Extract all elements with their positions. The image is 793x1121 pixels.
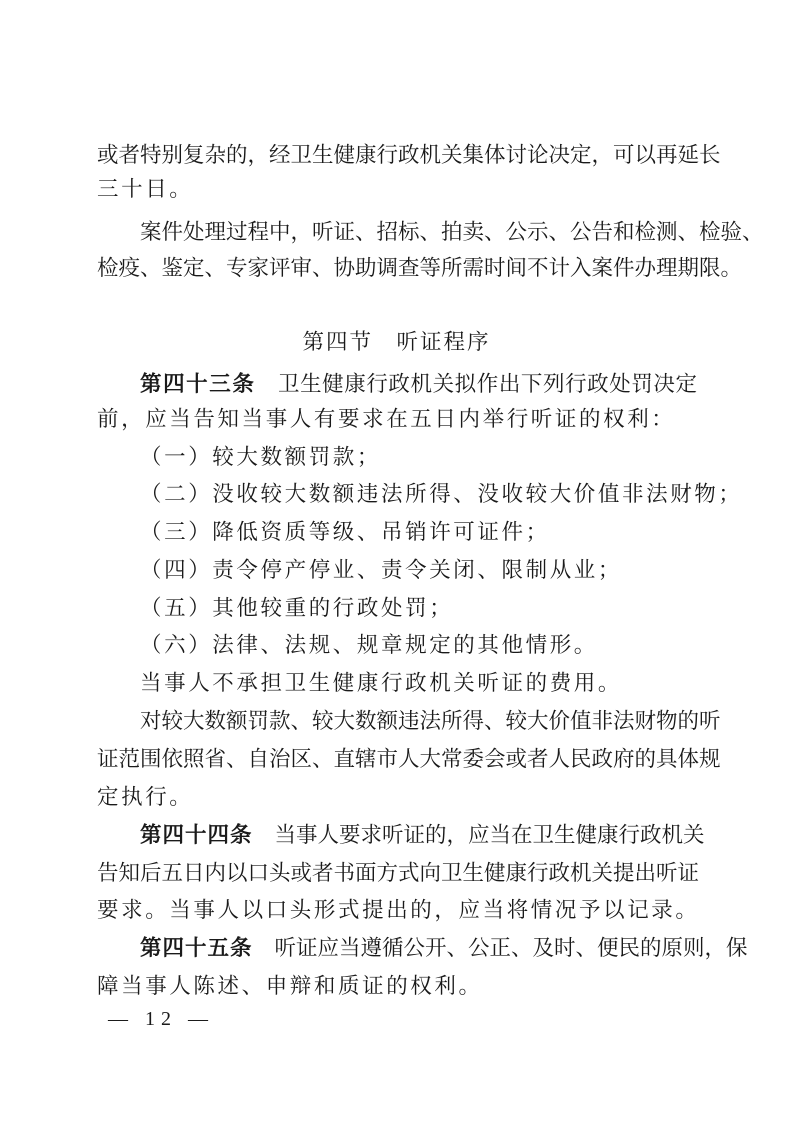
- list-item: （五）其他较重的行政处罚；: [140, 596, 454, 621]
- paragraph-line: 要求。当事人以口头形式提出的，应当将情况予以记录。: [97, 898, 700, 923]
- paragraph-line: 对较大数额罚款、较大数额违法所得、较大价值非法财物的听: [140, 709, 721, 734]
- paragraph-line: 检疫、鉴定、专家评审、协助调查等所需时间不计入案件办理期限。: [97, 256, 743, 281]
- paragraph-line: 障当事人陈述、申辩和质证的权利。: [97, 974, 483, 999]
- list-item: （一）较大数额罚款；: [140, 445, 382, 470]
- article-45-first-line: [140, 934, 748, 964]
- paragraph-line: 证范围依照省、自治区、直辖市人大常委会或者人民政府的具体规: [97, 747, 721, 772]
- article-43-label: 第四十三条: [140, 372, 256, 397]
- section-heading: 第四节 听证程序: [302, 330, 491, 355]
- list-item: （四）责令停产停业、责令关闭、限制从业；: [140, 558, 623, 583]
- article-44-first-line: [140, 821, 705, 851]
- article-45-label: 第四十五条: [140, 936, 253, 961]
- paragraph-line: 当事人不承担卫生健康行政机关听证的费用。: [140, 671, 623, 696]
- paragraph-line: 或者特别复杂的，经卫生健康行政机关集体讨论决定，可以再延长: [97, 143, 721, 168]
- page-number: — 12 —: [108, 1008, 214, 1030]
- paragraph-line: 前，应当告知当事人有要求在五日内举行听证的权利：: [97, 407, 676, 432]
- list-item: （三）降低资质等级、吊销许可证件；: [140, 520, 550, 545]
- paragraph-line: 定执行。: [97, 785, 194, 810]
- paragraph-line: 案件处理过程中，听证、招标、拍卖、公示、公告和检测、检验、: [140, 220, 764, 245]
- list-item: （二）没收较大数额违法所得、没收较大价值非法财物；: [140, 482, 743, 507]
- list-item: （六）法律、法规、规章规定的其他情形。: [140, 633, 598, 658]
- article-43-first-line: [140, 370, 697, 400]
- paragraph-line: 告知后五日内以口头或者书面方式向卫生健康行政机关提出听证: [97, 861, 700, 886]
- paragraph-line: 三十日。: [97, 177, 194, 202]
- article-45-text: 听证应当遵循公开、公正、及时、便民的原则，保: [274, 936, 748, 961]
- article-43-text: 卫生健康行政机关拟作出下列行政处罚决定: [277, 372, 697, 397]
- article-44-label: 第四十四条: [140, 823, 253, 848]
- article-44-text: 当事人要求听证的，应当在卫生健康行政机关: [274, 823, 705, 848]
